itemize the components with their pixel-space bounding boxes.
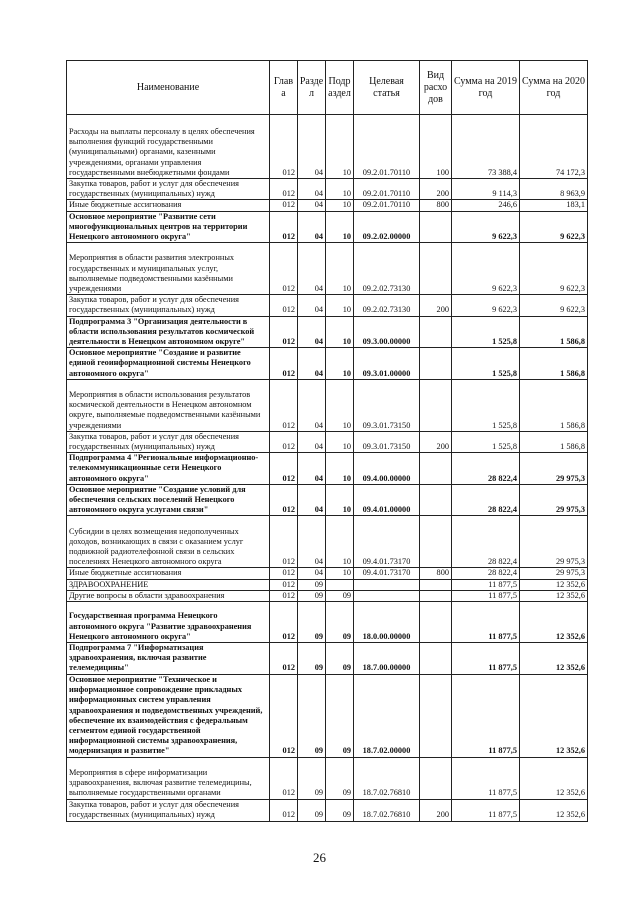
cell-target: 09.3.01.73150	[354, 431, 420, 452]
cell-vid	[420, 316, 452, 348]
cell-subsection: 10	[326, 484, 354, 516]
cell-subsection	[326, 579, 354, 590]
cell-chapter: 012	[270, 200, 298, 211]
cell-section: 09	[298, 590, 326, 601]
cell-vid	[420, 484, 452, 516]
cell-section: 09	[298, 674, 326, 757]
cell-name: Субсидии в целях возмещения недополученных доходов, возникающих в связи с оказанием услуг подвижной радиотелефонной связи в сельских поселениях Ненецкого автономного округа	[67, 516, 270, 568]
cell-sum-2020: 29 975,3	[520, 568, 588, 579]
cell-sum-2020: 12 352,6	[520, 757, 588, 799]
cell-section: 04	[298, 348, 326, 380]
cell-sum-2020: 9 622,3	[520, 243, 588, 295]
cell-target: 09.4.01.73170	[354, 516, 420, 568]
cell-chapter: 012	[270, 674, 298, 757]
cell-sum-2019: 9 114,3	[452, 179, 520, 200]
cell-name: Иные бюджетные ассигнования	[67, 568, 270, 579]
cell-sum-2019: 11 877,5	[452, 602, 520, 643]
cell-target: 18.7.02.00000	[354, 674, 420, 757]
cell-name: Основное мероприятие "Создание и развитие единой геоинформационной системы Ненецкого автономного округа"	[67, 348, 270, 380]
budget-table	[66, 60, 588, 822]
cell-target: 09.2.01.70110	[354, 115, 420, 179]
cell-section: 04	[298, 568, 326, 579]
cell-vid	[420, 643, 452, 675]
cell-chapter: 012	[270, 348, 298, 380]
cell-subsection: 09	[326, 674, 354, 757]
cell-subsection: 10	[326, 316, 354, 348]
cell-target	[354, 579, 420, 590]
cell-target: 09.3.00.00000	[354, 316, 420, 348]
cell-chapter: 012	[270, 316, 298, 348]
cell-sum-2019: 11 877,5	[452, 590, 520, 601]
cell-chapter: 012	[270, 115, 298, 179]
page-number: 26	[313, 850, 326, 865]
table-row	[67, 799, 588, 821]
cell-vid: 200	[420, 799, 452, 821]
cell-target: 09.2.02.73130	[354, 295, 420, 316]
cell-subsection: 09	[326, 643, 354, 675]
cell-sum-2019: 11 877,5	[452, 579, 520, 590]
cell-sum-2020: 29 975,3	[520, 516, 588, 568]
cell-section: 04	[298, 516, 326, 568]
cell-target: 09.3.01.00000	[354, 348, 420, 380]
cell-name: Расходы на выплаты персоналу в целях обеспечения выполнения функций государственными (муниципальными) органами, казенными учреждениями, органами управления государственными внебюджетными фондами	[67, 115, 270, 179]
cell-name: Закупка товаров, работ и услуг для обеспечения государственных (муниципальных) нужд	[67, 179, 270, 200]
cell-name: Закупка товаров, работ и услуг для обеспечения государственных (муниципальных) нужд	[67, 431, 270, 452]
cell-section: 09	[298, 643, 326, 675]
cell-target: 18.7.00.00000	[354, 643, 420, 675]
cell-target: 09.4.01.00000	[354, 484, 420, 516]
cell-section: 04	[298, 115, 326, 179]
table-row	[67, 757, 588, 799]
cell-vid	[420, 243, 452, 295]
cell-vid: 100	[420, 115, 452, 179]
cell-vid	[420, 379, 452, 431]
cell-name: Закупка товаров, работ и услуг для обеспечения государственных (муниципальных) нужд	[67, 295, 270, 316]
cell-sum-2019: 28 822,4	[452, 568, 520, 579]
cell-vid: 200	[420, 295, 452, 316]
cell-section: 04	[298, 179, 326, 200]
table-row	[67, 674, 588, 757]
cell-vid	[420, 757, 452, 799]
cell-subsection: 10	[326, 200, 354, 211]
header-vid: Вид расхо дов	[420, 61, 452, 115]
cell-name: Основное мероприятие "Развитие сети многофункциональных центров на территории Ненецкого автономного округа"	[67, 211, 270, 243]
cell-sum-2020: 12 352,6	[520, 590, 588, 601]
table-row	[67, 211, 588, 243]
cell-sum-2020: 1 586,8	[520, 348, 588, 380]
cell-sum-2020: 1 586,8	[520, 316, 588, 348]
cell-sum-2020: 12 352,6	[520, 643, 588, 675]
table-row	[67, 568, 588, 579]
cell-subsection: 10	[326, 431, 354, 452]
table-row	[67, 348, 588, 380]
cell-section: 04	[298, 295, 326, 316]
table-row	[67, 179, 588, 200]
cell-section: 04	[298, 200, 326, 211]
cell-vid	[420, 579, 452, 590]
cell-section: 09	[298, 757, 326, 799]
cell-chapter: 012	[270, 590, 298, 601]
cell-section: 04	[298, 316, 326, 348]
cell-sum-2020: 9 622,3	[520, 295, 588, 316]
cell-target: 09.2.02.73130	[354, 243, 420, 295]
cell-subsection: 10	[326, 568, 354, 579]
cell-sum-2019: 73 388,4	[452, 115, 520, 179]
table-row	[67, 590, 588, 601]
cell-subsection: 10	[326, 453, 354, 485]
cell-sum-2020: 74 172,3	[520, 115, 588, 179]
cell-name: Подпрограмма 3 "Организация деятельности в области использования результатов космической деятельности в Ненецком автономном округе"	[67, 316, 270, 348]
cell-sum-2019: 1 525,8	[452, 348, 520, 380]
table-row	[67, 516, 588, 568]
table-row	[67, 431, 588, 452]
header-podrazdel: Подр аздел	[326, 61, 354, 115]
cell-subsection: 10	[326, 348, 354, 380]
cell-name: Подпрограмма 7 "Информатизация здравоохранения, включая развитие телемедицины"	[67, 643, 270, 675]
cell-name: Мероприятия в сфере информатизации здравоохранения, включая развитие телемедицины, выполняемые государственными органами	[67, 757, 270, 799]
cell-subsection: 10	[326, 211, 354, 243]
cell-subsection: 10	[326, 516, 354, 568]
cell-section: 09	[298, 799, 326, 821]
cell-name: Другие вопросы в области здравоохранения	[67, 590, 270, 601]
cell-section: 04	[298, 211, 326, 243]
cell-chapter: 012	[270, 453, 298, 485]
cell-chapter: 012	[270, 516, 298, 568]
cell-sum-2019: 1 525,8	[452, 316, 520, 348]
cell-vid	[420, 211, 452, 243]
cell-sum-2019: 11 877,5	[452, 643, 520, 675]
cell-sum-2020: 29 975,3	[520, 453, 588, 485]
cell-target: 09.3.01.73150	[354, 379, 420, 431]
cell-subsection: 10	[326, 179, 354, 200]
cell-sum-2019: 9 622,3	[452, 295, 520, 316]
cell-vid	[420, 453, 452, 485]
cell-sum-2020: 12 352,6	[520, 579, 588, 590]
table-row	[67, 115, 588, 179]
header-glava: Глав а	[270, 61, 298, 115]
cell-name: Основное мероприятие "Создание условий для обеспечения сельских поселений Ненецкого автономного округа услугами связи"	[67, 484, 270, 516]
header-sum-2019: Сумма на 2019 год	[452, 61, 520, 115]
table-row	[67, 602, 588, 643]
cell-chapter: 012	[270, 757, 298, 799]
cell-target: 09.2.01.70110	[354, 200, 420, 211]
cell-sum-2019: 11 877,5	[452, 799, 520, 821]
cell-sum-2019: 9 622,3	[452, 211, 520, 243]
cell-sum-2020: 29 975,3	[520, 484, 588, 516]
cell-sum-2019: 28 822,4	[452, 453, 520, 485]
cell-subsection: 10	[326, 295, 354, 316]
cell-sum-2019: 11 877,5	[452, 674, 520, 757]
table-row	[67, 484, 588, 516]
cell-section: 04	[298, 431, 326, 452]
cell-subsection: 09	[326, 590, 354, 601]
cell-vid: 200	[420, 179, 452, 200]
cell-sum-2020: 1 586,8	[520, 379, 588, 431]
header-razdel: Разде л	[298, 61, 326, 115]
cell-sum-2019: 28 822,4	[452, 484, 520, 516]
header-name: Наименование	[67, 61, 270, 115]
table-row	[67, 453, 588, 485]
cell-target: 09.2.01.70110	[354, 179, 420, 200]
cell-sum-2019: 246,6	[452, 200, 520, 211]
cell-name: Закупка товаров, работ и услуг для обеспечения государственных (муниципальных) нужд	[67, 799, 270, 821]
cell-chapter: 012	[270, 379, 298, 431]
cell-name: Государственная программа Ненецкого автономного округа "Развитие здравоохранения Ненецкого автономного округа"	[67, 602, 270, 643]
cell-subsection: 10	[326, 115, 354, 179]
cell-target: 18.7.02.76810	[354, 799, 420, 821]
cell-vid: 800	[420, 200, 452, 211]
cell-section: 04	[298, 453, 326, 485]
cell-vid	[420, 674, 452, 757]
cell-name: Подпрограмма 4 "Региональные информационно-телекоммуникационные сети Ненецкого автономного округа"	[67, 453, 270, 485]
cell-vid	[420, 602, 452, 643]
cell-subsection: 10	[326, 379, 354, 431]
cell-chapter: 012	[270, 431, 298, 452]
cell-section: 04	[298, 484, 326, 516]
table-row	[67, 579, 588, 590]
cell-section: 04	[298, 243, 326, 295]
cell-sum-2019: 9 622,3	[452, 243, 520, 295]
header-sum-2020: Сумма на 2020 год	[520, 61, 588, 115]
cell-chapter: 012	[270, 484, 298, 516]
cell-chapter: 012	[270, 179, 298, 200]
cell-chapter: 012	[270, 579, 298, 590]
table-row	[67, 643, 588, 675]
table-row	[67, 200, 588, 211]
cell-chapter: 012	[270, 243, 298, 295]
cell-name: Мероприятия в области развития электронных государственных и муниципальных услуг, выполняемые подведомственными казёнными учреждениями	[67, 243, 270, 295]
cell-sum-2019: 11 877,5	[452, 757, 520, 799]
cell-vid	[420, 348, 452, 380]
cell-chapter: 012	[270, 211, 298, 243]
cell-chapter: 012	[270, 295, 298, 316]
cell-subsection: 09	[326, 757, 354, 799]
cell-chapter: 012	[270, 568, 298, 579]
cell-vid	[420, 590, 452, 601]
cell-name: Иные бюджетные ассигнования	[67, 200, 270, 211]
cell-target: 18.0.00.00000	[354, 602, 420, 643]
cell-sum-2020: 183,1	[520, 200, 588, 211]
cell-name: Мероприятия в области использования результатов космической деятельности в Ненецком автономном округе, выполняемые подведомственными казёнными учреждениями	[67, 379, 270, 431]
cell-target: 09.2.02.00000	[354, 211, 420, 243]
cell-section: 09	[298, 602, 326, 643]
cell-chapter: 012	[270, 643, 298, 675]
cell-chapter: 012	[270, 602, 298, 643]
cell-subsection: 09	[326, 602, 354, 643]
cell-sum-2020: 12 352,6	[520, 674, 588, 757]
cell-sum-2020: 1 586,8	[520, 431, 588, 452]
cell-vid: 800	[420, 568, 452, 579]
cell-target: 09.4.01.73170	[354, 568, 420, 579]
cell-target	[354, 590, 420, 601]
cell-sum-2020: 9 622,3	[520, 211, 588, 243]
table-row	[67, 295, 588, 316]
cell-vid: 200	[420, 431, 452, 452]
cell-sum-2019: 1 525,8	[452, 431, 520, 452]
cell-sum-2020: 12 352,6	[520, 799, 588, 821]
table-row	[67, 379, 588, 431]
cell-name: ЗДРАВООХРАНЕНИЕ	[67, 579, 270, 590]
table-row	[67, 316, 588, 348]
cell-sum-2019: 1 525,8	[452, 379, 520, 431]
cell-section: 09	[298, 579, 326, 590]
cell-target: 18.7.02.76810	[354, 757, 420, 799]
header-row	[67, 61, 588, 115]
header-target: Целевая статья	[354, 61, 420, 115]
cell-section: 04	[298, 379, 326, 431]
cell-subsection: 10	[326, 243, 354, 295]
cell-name: Основное мероприятие "Техническое и информационное сопровождение прикладных информационных систем управления здравоохранения и подведомственных учреждений, обеспечение их взаимодействия с федеральным сегментом единой государственной информационной системы здравоохранения, модернизация и развитие"	[67, 674, 270, 757]
cell-chapter: 012	[270, 799, 298, 821]
cell-sum-2020: 12 352,6	[520, 602, 588, 643]
cell-sum-2019: 28 822,4	[452, 516, 520, 568]
cell-subsection: 09	[326, 799, 354, 821]
cell-target: 09.4.00.00000	[354, 453, 420, 485]
cell-sum-2020: 8 963,9	[520, 179, 588, 200]
table-row	[67, 243, 588, 295]
cell-vid	[420, 516, 452, 568]
